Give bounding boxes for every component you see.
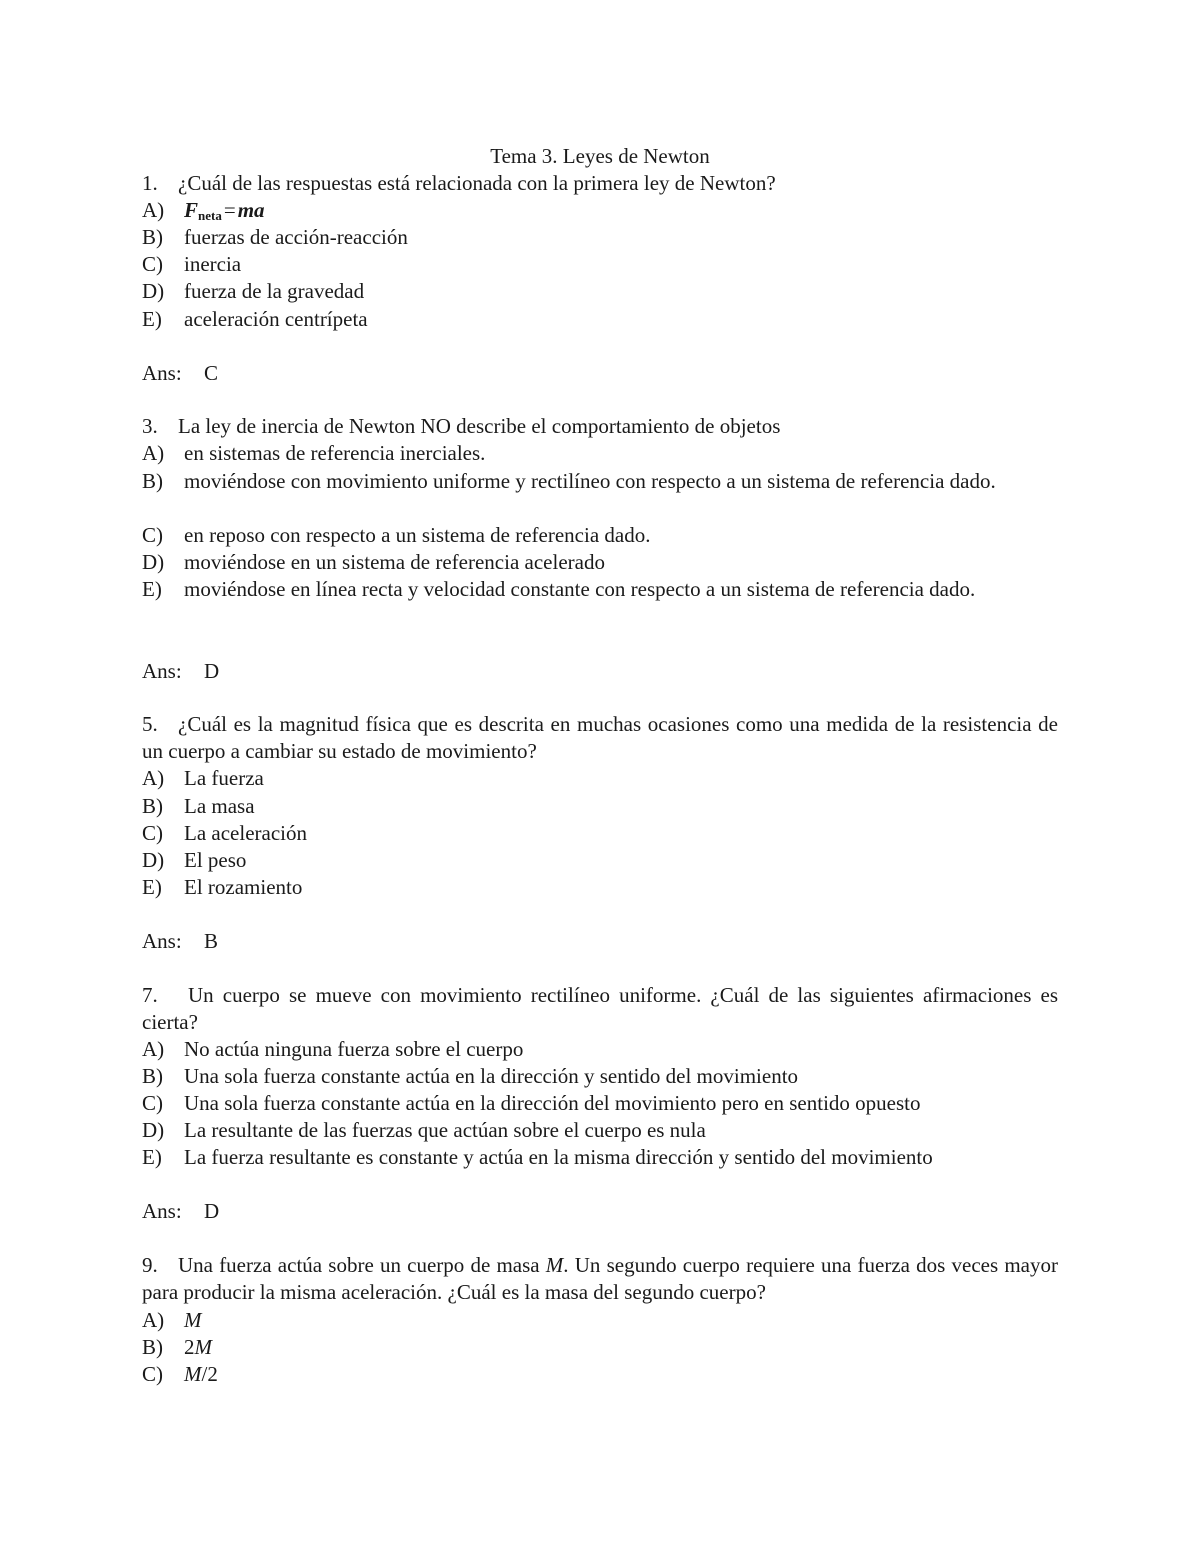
question-9	[142, 1252, 1058, 1306]
option-b	[142, 224, 1058, 251]
option-letter: A)	[142, 766, 165, 790]
answer-line	[142, 1198, 1058, 1225]
question-number: 5.	[142, 712, 158, 736]
formula-newton-second-law: $F_{neta}=ma$	[184, 198, 265, 223]
option-letter: E)	[142, 307, 162, 331]
option-text: Una sola fuerza constante actúa en la dirección del movimiento pero en sentido opuesto	[184, 1091, 921, 1115]
option-text: fuerzas de acción-reacción	[184, 225, 408, 249]
option-suffix: /2	[201, 1362, 218, 1386]
option-a	[142, 1036, 1058, 1063]
option-letter: B)	[142, 469, 163, 493]
option-letter: E)	[142, 1145, 162, 1169]
option-text: El peso	[184, 848, 247, 872]
option-text: moviéndose con movimiento uniforme y rectilíneo con respecto a un sistema de referencia dado.	[184, 469, 996, 493]
question-text: ¿Cuál es la magnitud física que es descrita en muchas ocasiones como una medida de la resistencia de un cuerpo a cambiar su estado de movimiento?	[142, 712, 1058, 763]
option-letter: B)	[142, 1064, 163, 1088]
option-letter: D)	[142, 279, 165, 303]
option-c	[142, 522, 1058, 549]
answer-value: D	[204, 659, 220, 683]
option-b	[142, 793, 1058, 820]
answer-value: D	[204, 1199, 220, 1223]
option-b	[142, 1334, 1058, 1361]
option-letter: A)	[142, 1308, 165, 1332]
option-letter: C)	[142, 1362, 163, 1386]
question-number: 3.	[142, 414, 158, 438]
option-c	[142, 1361, 1058, 1388]
option-text: en sistemas de referencia inerciales.	[184, 441, 486, 465]
option-e	[142, 874, 1058, 901]
option-text: La aceleración	[184, 821, 307, 845]
option-letter: A)	[142, 1037, 165, 1061]
mass-variable: M	[545, 1253, 564, 1277]
answer-value: B	[204, 929, 219, 953]
option-c	[142, 820, 1058, 847]
option-d	[142, 847, 1058, 874]
option-text: moviéndose en línea recta y velocidad constante con respecto a un sistema de referencia dado.	[184, 577, 976, 601]
option-variable: M	[184, 1362, 202, 1386]
question-3	[142, 413, 1058, 440]
option-text: La resultante de las fuerzas que actúan sobre el cuerpo es nula	[184, 1118, 706, 1142]
question-text-part: . Un segundo cuerpo requiere una fuerza dos veces mayor para producir la misma aceleración. ¿Cuál es la masa del segundo cuerpo?	[142, 1253, 1058, 1304]
option-letter: C)	[142, 1091, 163, 1115]
option-text: La fuerza	[184, 766, 264, 790]
option-letter: E)	[142, 577, 162, 601]
option-d	[142, 1117, 1058, 1144]
answer-line	[142, 658, 1058, 685]
option-e	[142, 576, 1058, 603]
option-letter: A)	[142, 198, 165, 222]
option-letter: C)	[142, 523, 163, 547]
option-letter: D)	[142, 848, 165, 872]
option-c	[142, 1090, 1058, 1117]
option-d	[142, 549, 1058, 576]
option-letter: A)	[142, 441, 165, 465]
option-b	[142, 1063, 1058, 1090]
option-text: inercia	[184, 252, 242, 276]
option-text: El rozamiento	[184, 875, 303, 899]
option-letter: E)	[142, 875, 162, 899]
option-text: M	[184, 1308, 202, 1332]
option-text: Una sola fuerza constante actúa en la dirección y sentido del movimiento	[184, 1064, 799, 1088]
option-d	[142, 278, 1058, 305]
option-letter: B)	[142, 794, 163, 818]
question-text: Un cuerpo se mueve con movimiento rectilíneo uniforme. ¿Cuál de las siguientes afirmaciones es cierta?	[142, 983, 1058, 1034]
option-c	[142, 251, 1058, 278]
option-b	[142, 468, 1058, 495]
question-number: 7.	[142, 983, 158, 1007]
answer-label: Ans:	[142, 659, 182, 683]
answer-value: C	[204, 361, 219, 385]
option-letter: C)	[142, 252, 163, 276]
option-a	[142, 440, 1058, 467]
answer-label: Ans:	[142, 361, 182, 385]
question-text-part: Una fuerza actúa sobre un cuerpo de masa	[178, 1253, 546, 1277]
option-variable: M	[194, 1335, 212, 1359]
option-letter: B)	[142, 1335, 163, 1359]
option-text: moviéndose en un sistema de referencia acelerado	[184, 550, 605, 574]
option-prefix: 2	[184, 1335, 195, 1359]
page-title: Tema 3. Leyes de Newton	[490, 144, 710, 168]
option-a	[142, 1307, 1058, 1334]
answer-label: Ans:	[142, 929, 182, 953]
answer-line	[142, 928, 1058, 955]
question-5	[142, 711, 1058, 765]
question-number: 1.	[142, 171, 158, 195]
answer-label: Ans:	[142, 1199, 182, 1223]
question-text: La ley de inercia de Newton NO describe el comportamiento de objetos	[178, 414, 781, 438]
option-text: en reposo con respecto a un sistema de referencia dado.	[184, 523, 651, 547]
option-letter: D)	[142, 550, 165, 574]
option-a	[142, 765, 1058, 792]
option-text: La fuerza resultante es constante y actúa en la misma dirección y sentido del movimiento	[184, 1145, 933, 1169]
option-letter: C)	[142, 821, 163, 845]
question-1	[142, 170, 1058, 197]
option-text: fuerza de la gravedad	[184, 279, 365, 303]
question-text: ¿Cuál de las respuestas está relacionada con la primera ley de Newton?	[178, 171, 776, 195]
option-e	[142, 1144, 1058, 1171]
option-text: La masa	[184, 794, 255, 818]
option-text: aceleración centrípeta	[184, 307, 368, 331]
option-text: No actúa ninguna fuerza sobre el cuerpo	[184, 1037, 524, 1061]
option-e	[142, 306, 1058, 333]
question-7	[142, 982, 1058, 1036]
question-number: 9.	[142, 1253, 158, 1277]
option-letter: B)	[142, 225, 163, 249]
option-letter: D)	[142, 1118, 165, 1142]
answer-line	[142, 360, 1058, 387]
